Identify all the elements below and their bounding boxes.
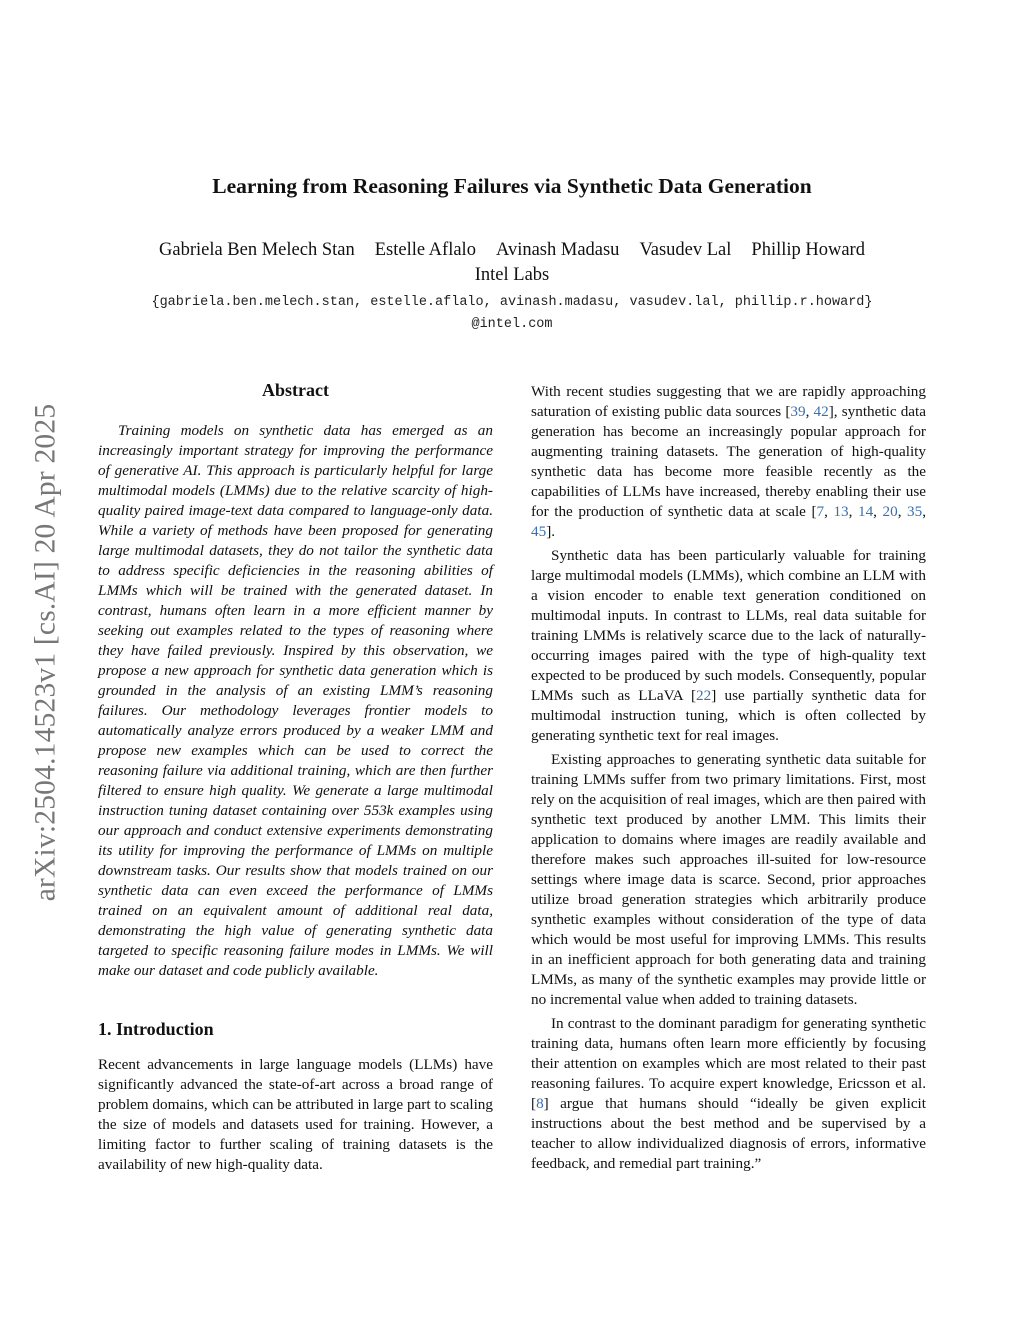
author-name: Vasudev Lal [639, 240, 732, 260]
author-name: Phillip Howard [751, 240, 865, 260]
arxiv-identifier: arXiv:2504.14523v1 [cs.AI] 20 Apr 2025 [29, 403, 62, 901]
left-column [98, 380, 493, 1175]
arxiv-sidebar-stamp [26, 362, 66, 942]
paper-title: Learning from Reasoning Failures via Synthetic Data Generation [212, 174, 812, 198]
citation-link[interactable]: 45 [531, 523, 547, 540]
email-domain: @intel.com [471, 317, 553, 332]
author-name: Avinash Madasu [495, 240, 620, 260]
intro-paragraph-3: Existing approaches to generating synthetic data suitable for training LMMs suffer from two primary limitations. First, most rely on the acquisition of real images, which are then paired with synthetic text produced by another LMM. This limits their application to domains where images are readily available and therefore makes such approaches ill-suited for low-resource settings where image data is scarce. Second, prior approaches utilize broad generation strategies which arbitrarily produce synthetic examples without consideration of the type of data which would be most useful for improving LMMs. This results in an inefficient approach for both generating data and training LMMs, as many of the synthetic examples may provide little or no incremental value when added to training datasets. [531, 751, 926, 1008]
email-line: {gabriela.ben.melech.stan, estelle.aflalo, avinash.madasu, vasudev.lal, phillip.r.howard} [151, 295, 873, 310]
intro-paragraph-2: Synthetic data has been particularly valuable for training large multimodal models (LMMs), which combine an LLM with a vision encoder to enable text generation conditioned on multimodal inputs. In contrast to LLMs, real data suitable for training LMMs is relatively scarce due to the lack of naturally-occurring images paired with the type of high-quality text expected to be produced by such models. Consequently, popular LMMs such as LLaVA [22] use partially synthetic data for multimodal instruction tuning, which is often collected by generating synthetic text for real images. [531, 547, 926, 744]
citation-link[interactable]: 14 [857, 503, 874, 520]
right-column [531, 382, 926, 1174]
intro-paragraph-1: With recent studies suggesting that we are rapidly approaching saturation of existing public data sources [39, 42], synthetic data generation has become an increasingly popular approach for augmenting training datasets. The generation of high-quality synthetic data has become more feasible recently as the capabilities of LLMs have increased, thereby enabling their use for the production of synthetic data at scale [7, 13, 14, 20, 35, 45]. [531, 383, 927, 540]
citation-link[interactable]: 35 [907, 503, 923, 520]
author-name: Gabriela Ben Melech Stan [159, 240, 355, 260]
abstract-text: Training models on synthetic data has emerged as an increasingly important strategy for improving the performance of generative AI. This approach is particularly helpful for large multimodal models (LMMs) due to the relative scarcity of high-quality paired image-text data compared to language-only data. While a variety of methods have been proposed for generating large multimodal datasets, they do not tailor the synthetic data to address specific deficiencies in the reasoning abilities of LMMs which will be trained with the generated dataset. In contrast, humans often learn in a more efficient manner by seeking out examples related to the types of reasoning where they have failed previously. Inspired by this observation, we propose a new approach for synthetic data generation which is grounded in the analysis of an existing LMM’s reasoning failures. Our methodology leverages frontier models to automatically analyze errors produced by a weaker LMM and propose new examples which can be used to correct the reasoning failure via additional training, which are then further filtered to ensure high quality. We generate a large multimodal instruction tuning dataset containing over 553k examples using our approach and conduct extensive experiments demonstrating its utility for improving the performance of LMMs on multiple downstream tasks. Our results show that models trained on our synthetic data can even exceed the performance of LMMs trained on an equivalent amount of additional real data, demonstrating the high value of generating synthetic data targeted to specific reasoning failure modes in LMMs. We will make our dataset and code publicly available. [98, 422, 493, 979]
author-name: Estelle Aflalo [374, 240, 476, 260]
citation-link[interactable]: 39 [790, 403, 806, 420]
author-emails [0, 292, 1024, 336]
abstract-heading: Abstract [262, 380, 329, 400]
affiliation: Intel Labs [474, 265, 550, 285]
citation-link[interactable]: 13 [833, 503, 849, 520]
citation-link[interactable]: 42 [813, 403, 829, 420]
citation-link[interactable]: 20 [882, 503, 898, 520]
citation-link[interactable]: 8 [536, 1095, 544, 1112]
introduction-heading: 1. Introduction [98, 1019, 214, 1039]
introduction-paragraph: Recent advancements in large language models (LLMs) have significantly advanced the state-of-art across a broad range of problem domains, which can be attributed in large part to scaling the size of models and datasets used for training. However, a limiting factor to further scaling of training datasets is the availability of new high-quality data. [98, 1056, 493, 1173]
citation-link[interactable]: 7 [816, 503, 825, 520]
author-list [0, 240, 1024, 261]
citation-link[interactable]: 22 [696, 687, 712, 704]
intro-paragraph-4: In contrast to the dominant paradigm for generating synthetic training data, humans often learn more efficiently by focusing their attention on examples which are most related to their past reasoning failures. To acquire expert knowledge, Ericsson et al. [8] argue that humans should “ideally be given explicit instructions about the best method and be supervised by a teacher to allow individualized diagnosis of errors, informative feedback, and remedial part training.” [531, 1015, 926, 1172]
